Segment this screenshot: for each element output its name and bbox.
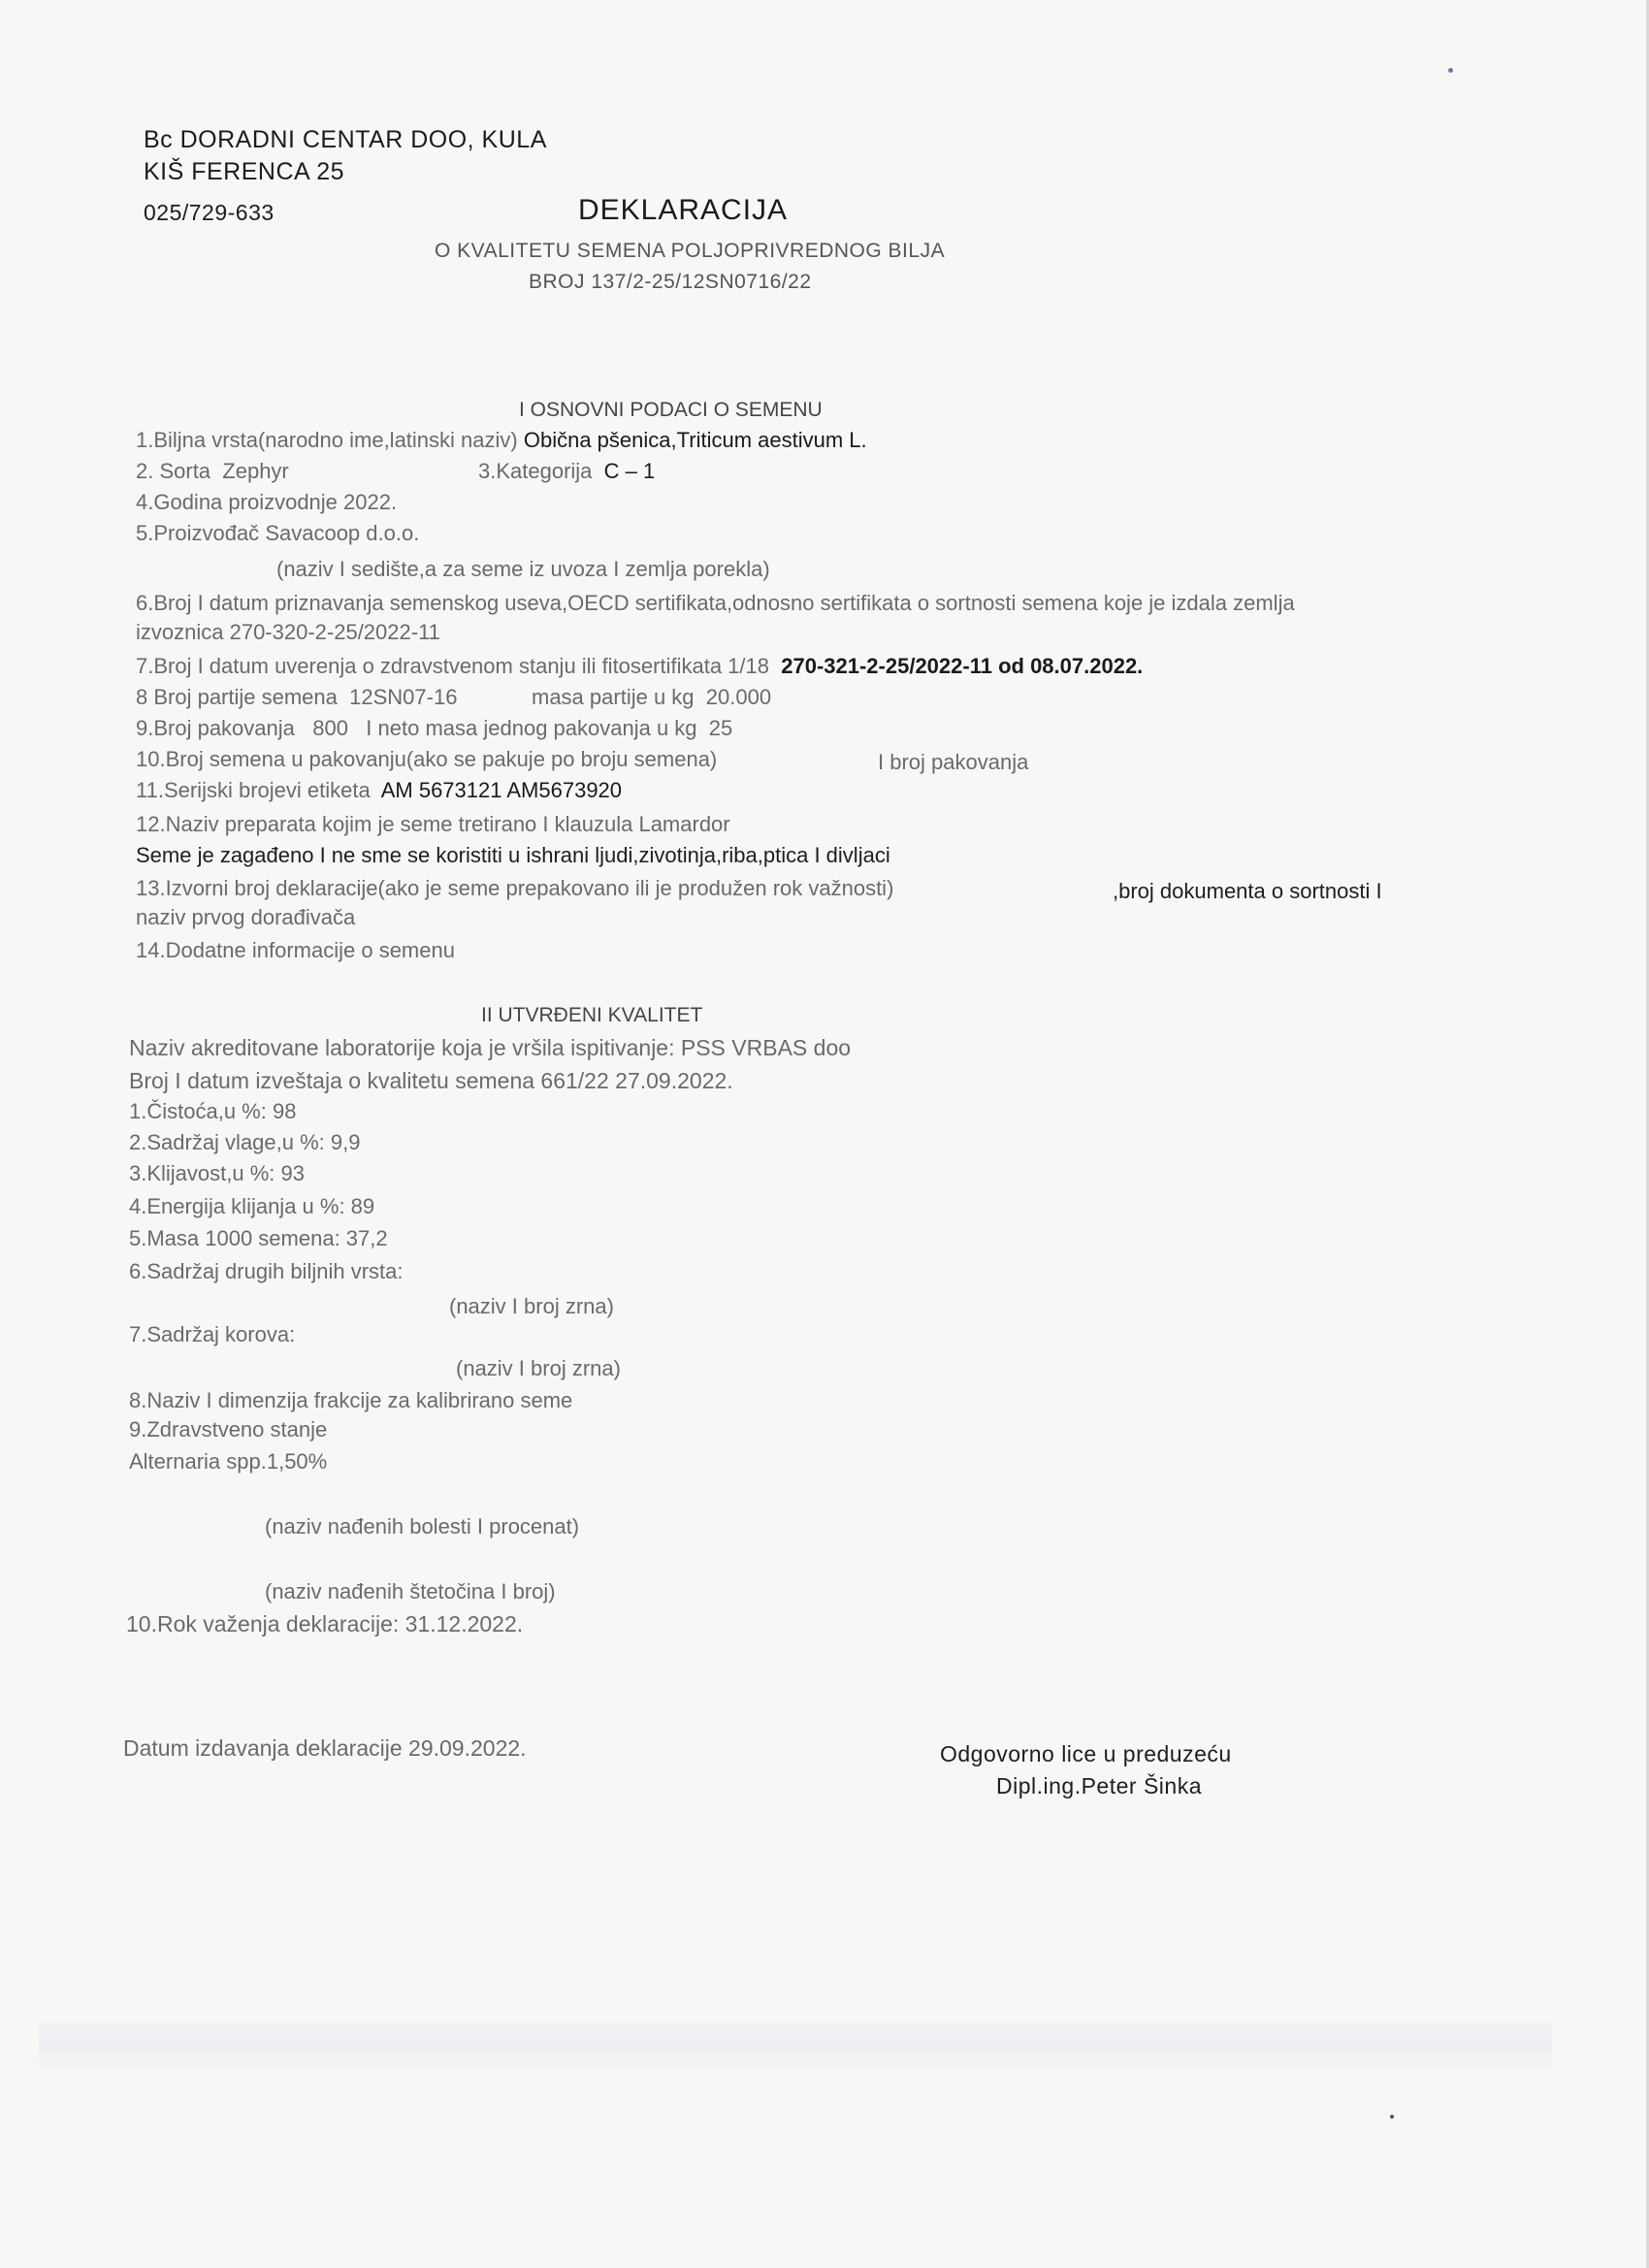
item-2-label: 2. Sorta: [136, 459, 211, 483]
quality-health-status: 9.Zdravstveno stanje: [129, 1417, 328, 1442]
item-9-label: 9.Broj pakovanja: [136, 716, 295, 740]
item-3-value: C – 1: [603, 459, 656, 483]
item-11-value: AM 5673121 AM5673920: [380, 778, 623, 802]
item-3-label: 3.Kategorija: [478, 459, 593, 483]
item-5: [136, 520, 419, 547]
quality-germination-energy: 4.Energija klijanja u %: 89: [129, 1194, 375, 1218]
section-1-heading: I OSNOVNI PODACI O SEMENU: [519, 399, 823, 421]
item-2-value: Zephyr: [222, 459, 289, 483]
item-8-mass-value: 20.000: [705, 685, 772, 709]
item-4: 4.Godina proizvodnje 2022.: [136, 490, 398, 514]
issue-date: Datum izdavanja deklaracije 29.09.2022.: [123, 1735, 527, 1761]
document-title: DEKLARACIJA: [578, 194, 789, 226]
item-9-net-label: I neto masa jednog pakovanja u kg: [366, 716, 697, 740]
item-8-label: 8 Broj partije semena: [136, 685, 338, 709]
other-species-note: (naziv I broj zrna): [449, 1294, 614, 1318]
item-12-clause: Seme je zagađeno I ne sme se koristiti u ishrani ljudi,zivotinja,riba,ptica I divljaci: [136, 843, 890, 867]
item-3: [478, 458, 655, 485]
document-number: BROJ 137/2-25/12SN0716/22: [529, 271, 812, 293]
item-5-note: (naziv I sedište,a za seme iz uvoza I zemlja porekla): [276, 557, 770, 581]
weeds-note: (naziv I broj zrna): [456, 1356, 621, 1380]
item-13-line2: naziv prvog dorađivača: [136, 905, 356, 929]
item-1-value: Obična pšenica,Triticum aestivum L.: [523, 428, 867, 452]
responsible-person-name: Dipl.ing.Peter Šinka: [996, 1773, 1202, 1798]
item-12: 12.Naziv preparata kojim je seme tretirano I klauzula Lamardor: [136, 812, 730, 836]
quality-other-species: 6.Sadržaj drugih biljnih vrsta:: [129, 1259, 404, 1283]
responsible-person-title: Odgovorno lice u preduzeću: [940, 1741, 1232, 1766]
item-7: [136, 653, 1143, 680]
item-2: [136, 458, 289, 485]
item-11: [136, 777, 622, 804]
item-14: 14.Dodatne informacije o semenu: [136, 938, 455, 962]
quality-purity: 1.Čistoća,u %: 98: [129, 1099, 297, 1123]
document-subtitle: O KVALITETU SEMENA POLJOPRIVREDNOG BILJA: [435, 240, 946, 262]
company-address: KIŠ FERENCA 25: [144, 158, 345, 185]
quality-1000-seed-mass: 5.Masa 1000 semena: 37,2: [129, 1226, 388, 1250]
quality-calibration-fraction: 8.Naziv I dimenzija frakcije za kalibrirano seme: [129, 1388, 573, 1412]
scan-speck: [1390, 2115, 1394, 2119]
item-9-value: 800: [312, 716, 348, 740]
scan-artifact-band: [39, 2023, 1552, 2069]
lab-name: Naziv akreditovane laboratorije koja je vršila ispitivanje: PSS VRBAS doo: [129, 1035, 852, 1060]
item-8-mass-label: masa partije u kg: [532, 685, 695, 709]
item-10: 10.Broj semena u pakovanju(ako se pakuje po broju semena): [136, 747, 718, 771]
disease-note: (naziv nađenih bolesti I procenat): [265, 1514, 580, 1539]
item-13-right: ,broj dokumenta o sortnosti I: [1113, 879, 1382, 903]
item-5-value: Savacoop d.o.o.: [265, 521, 420, 545]
item-1-label: 1.Biljna vrsta(narodno ime,latinski naziv): [136, 428, 518, 452]
item-6-line1: 6.Broj I datum priznavanja semenskog useva,OECD sertifikata,odnosno sertifikata o sortnosti semena koje je izdala zemlja: [136, 591, 1295, 615]
report-number: Broj I datum izveštaja o kvalitetu semena 661/22 27.09.2022.: [129, 1068, 733, 1093]
item-1: [136, 427, 867, 454]
health-status-value: Alternaria spp.1,50%: [129, 1449, 328, 1474]
company-phone: 025/729-633: [144, 200, 275, 225]
item-7-value: 270-321-2-25/2022-11 od 08.07.2022.: [781, 654, 1144, 678]
quality-germination: 3.Klijavost,u %: 93: [129, 1161, 305, 1185]
item-9-net-value: 25: [708, 716, 733, 740]
pest-note: (naziv nađenih štetočina I broj): [265, 1579, 556, 1604]
item-8-mass: [532, 684, 771, 711]
item-8-value: 12SN07-16: [349, 685, 458, 709]
item-10-right: I broj pakovanja: [878, 750, 1029, 774]
quality-weeds: 7.Sadržaj korova:: [129, 1322, 296, 1346]
declaration-validity: 10.Rok važenja deklaracije: 31.12.2022.: [126, 1611, 524, 1636]
item-11-label: 11.Serijski brojevi etiketa: [136, 778, 371, 802]
company-name: Bc DORADNI CENTAR DOO, KULA: [144, 126, 547, 153]
quality-moisture: 2.Sadržaj vlage,u %: 9,9: [129, 1130, 361, 1154]
item-6-line2: izvoznica 270-320-2-25/2022-11: [136, 620, 440, 644]
item-7-label: 7.Broj I datum uverenja o zdravstvenom stanju ili fitosertifikata 1/18: [136, 654, 769, 678]
item-9: [136, 715, 732, 742]
item-13: 13.Izvorni broj deklaracije(ako je seme prepakovano ili je produžen rok važnosti): [136, 876, 894, 900]
scan-speck: [1448, 68, 1453, 73]
item-8: [136, 684, 457, 711]
section-2-heading: II UTVRĐENI KVALITET: [481, 1004, 703, 1026]
item-5-label: 5.Proizvođač: [136, 521, 260, 545]
